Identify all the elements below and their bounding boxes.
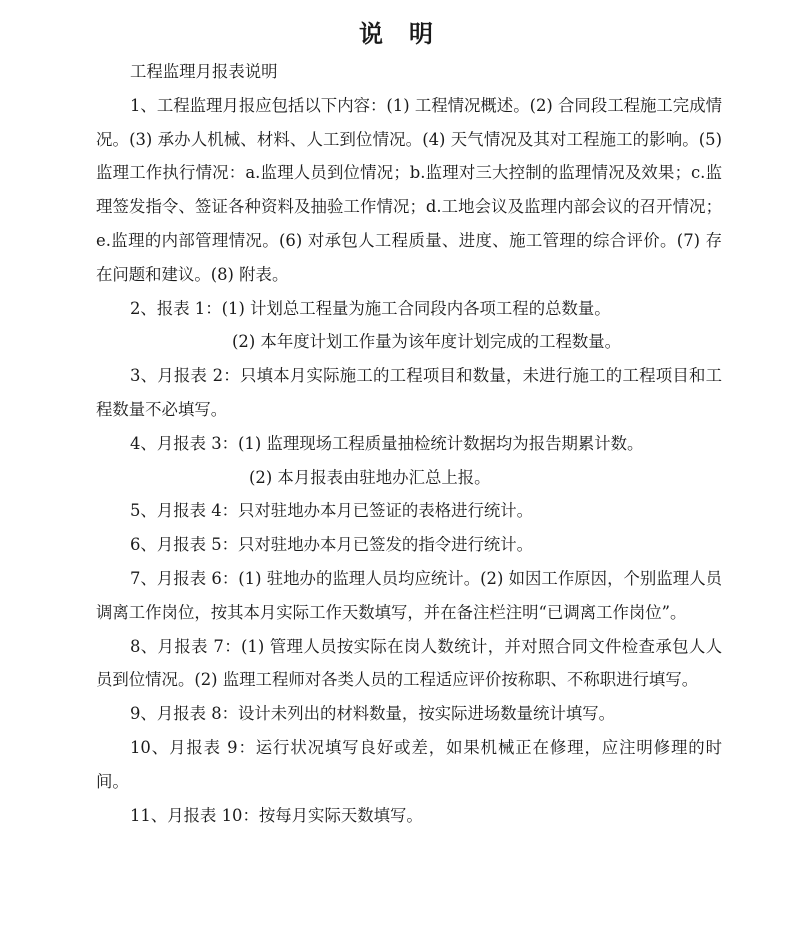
paragraph-item-2: 2、报表 1：(1) 计划总工程量为施工合同段内各项工程的总数量。	[130, 298, 611, 318]
paragraph-item-3: 3、月报表 2：只填本月实际施工的工程项目和数量，未进行施工的工程项目和工程数量不必填写。	[96, 366, 722, 419]
paragraph-item-8: 8、月报表 7：(1) 管理人员按实际在岗人数统计，并对照合同文件检查承包人人员到位情况。(2) 监理工程师对各类人员的工程适应评价按称职、不称职进行填写。	[96, 636, 722, 690]
document-body	[96, 55, 722, 832]
paragraph-item-4-sub: (2) 本月报表由驻地办汇总上报。	[249, 467, 491, 487]
paragraph-item-10: 10、月报表 9：运行状况填写良好或差，如果机械正在修理，应注明修理的时间。	[96, 737, 722, 791]
paragraph-item-1: 1、工程监理月报应包括以下内容：(1) 工程情况概述。(2) 合同段工程施工完成情况。(3) 承办人机械、材料、人工到位情况。(4) 天气情况及其对工程施工的影响。(5) 监理工作执行情况：a.监理人员到位情况；b.监理对三大控制的监理情况及效果；c.监理签发指令、签证各种资料及抽验工作情况；d.工地会议及监理内部会议的召开情况；e.监理的内部管理情况。(6) 对承包人工程质量、进度、施工管理的综合评价。(7) 存在问题和建议。(8) 附表。	[96, 95, 722, 284]
paragraph-item-7: 7、月报表 6：(1) 驻地办的监理人员均应统计。(2) 如因工作原因，个别监理人员调离工作岗位，按其本月实际工作天数填写，并在备注栏注明“已调离工作岗位”。	[96, 568, 722, 622]
paragraph-item-2-sub: (2) 本年度计划工作量为该年度计划完成的工程数量。	[232, 332, 622, 352]
paragraph-item-6: 6、月报表 5：只对驻地办本月已签发的指令进行统计。	[130, 535, 534, 555]
paragraph-item-11: 11、月报表 10：按每月实际天数填写。	[130, 805, 423, 825]
paragraph-item-4: 4、月报表 3：(1) 监理现场工程质量抽检统计数据均为报告期累计数。	[130, 433, 644, 453]
document-title: 说 明	[359, 20, 434, 48]
paragraph-item-5: 5、月报表 4：只对驻地办本月已签证的表格进行统计。	[130, 501, 534, 521]
paragraph-subtitle: 工程监理月报表说明	[130, 62, 278, 81]
paragraph-item-9: 9、月报表 8：设计未列出的材料数量，按实际进场数量统计填写。	[130, 704, 616, 724]
